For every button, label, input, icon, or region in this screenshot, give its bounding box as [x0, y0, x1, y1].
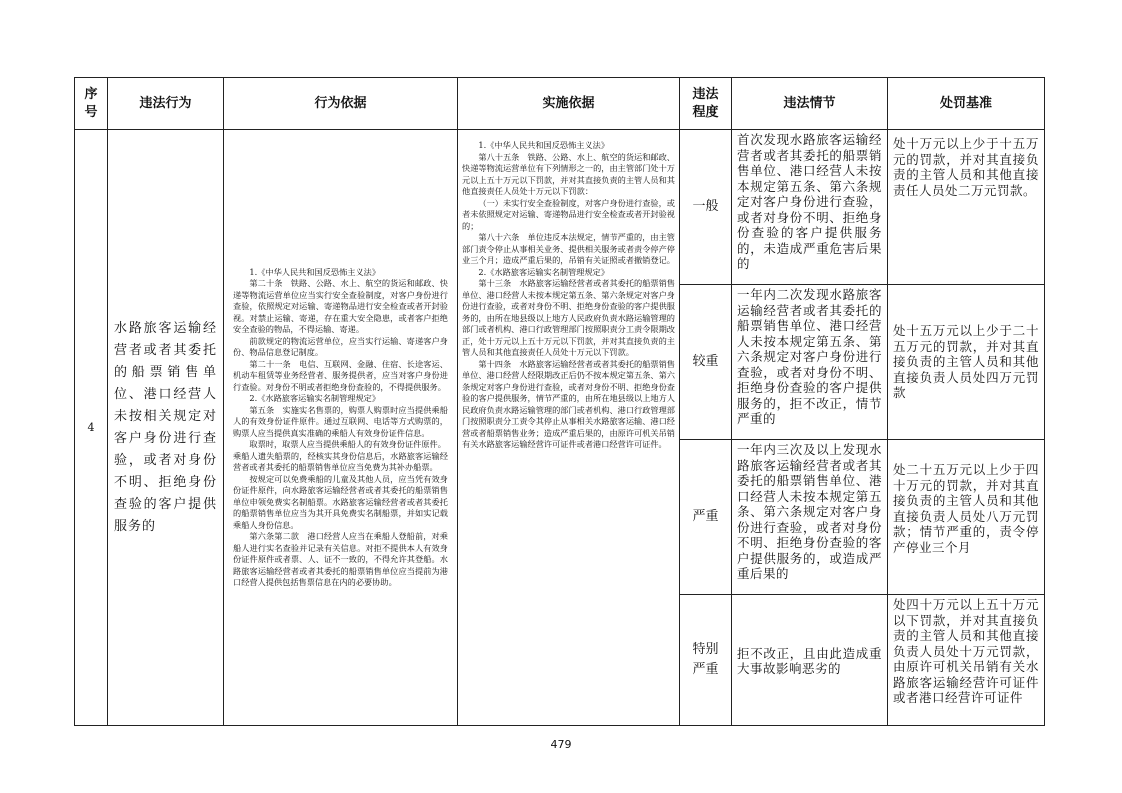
header-violation-degree: 违法程度: [680, 78, 732, 130]
impl-basis-para: 2.《水路旅客运输实名制管理规定》: [478, 266, 610, 277]
table-row: [75, 130, 1045, 285]
act-basis-para: 2.《水路旅客运输实名制管理规定》: [249, 393, 381, 403]
impl-basis-para: （一）未实行安全查验制度，对客户身份进行查验，或者未依照规定对运输、寄递物品进行安全检查或者开封验视的；: [462, 197, 675, 231]
impl-basis-para: 第十四条 水路旅客运输经营者或者其委托的船票销售单位、港口经营人经限期改正后仍不按本规定第五条、第六条规定对客户身份进行查验，或者对身份不明、拒绝身份查验的客户提供服务，情节严重的，由所在地县级以上地方人民政府负责水路运输管理的部门或者机构、港口行政管理部门按照职责分工责令其停止从事相关水路旅客运输、港口经营或者船票销售业务；造成严重后果的，由原许可机关吊销有关水路旅客运输经营许可证件或者港口经营许可证件。: [462, 358, 675, 449]
act-basis-para: 按规定可以免费乘船的儿童及其他人员，应当凭有效身份证件原件，向水路旅客运输经营者或者其委托的船票销售单位申领免费实名制船票。水路旅客运输经营者或者其委托的船票销售单位应当为其开具免费实名制船票，并如实记载乘船人身份信息。: [233, 473, 448, 530]
degree-severe: 严重: [680, 440, 732, 595]
degree-serious: 较重: [680, 285, 732, 440]
situation-severe: 一年内三次及以上发现水路旅客运输经营者或者其委托的船票销售单位、港口经营人未按本规定第五条、第六条规定对客户身份进行查验，或者对身份不明、拒绝身份查验的客户提供服务的，或造成严重后果的: [732, 440, 888, 595]
header-violation-situation: 违法情节: [732, 78, 888, 130]
table-header-row: [75, 78, 1045, 130]
impl-basis-para: 第八十六条 单位违反本法规定，情节严重的，由主管部门责令停止从事相关业务、提供相关服务或者责令停产停业三个月；造成严重后果的，吊销有关证照或者撤销登记。: [462, 232, 675, 265]
act-basis-para: 乘船人遗失船票的，经核实其身份信息后，水路旅客运输经营者或者其委托的船票销售单位应当免费为其补办船票。: [233, 450, 448, 472]
penalty-standard-table: [74, 77, 1045, 726]
act-basis-para: 第五条 实施实名售票的，购票人购票时应当提供乘船人的有效身份证件原件。通过互联网、电话等方式购票的，购票人应当提供真实准确的乘船人有效身份证件信息。: [233, 404, 448, 438]
penalty-extremely-severe: 处四十万元以上五十万元以下罚款，并对其直接负责的主管人员和其他直接负责人员处十万元罚款，由原许可机关吊销有关水路旅客运输经营许可证件或者港口经营许可证件: [888, 595, 1045, 726]
header-act-basis: 行为依据: [224, 78, 458, 130]
header-implementation-basis: 实施依据: [458, 78, 680, 130]
impl-basis-para: 第八十五条 铁路、公路、水上、航空的货运和邮政、快递等物流运营单位有下列情形之一的，由主管部门处十万元以上五十万元以下罚款，并对其直接负责的主管人员和其他直接责任人员处十万元以下罚款：: [462, 151, 675, 196]
situation-extremely-severe: 拒不改正，且由此造成重大事故影响恶劣的: [732, 595, 888, 726]
row-number: 4: [75, 130, 108, 726]
header-penalty-standard: 处罚基准: [888, 78, 1045, 130]
act-basis: [224, 130, 458, 726]
header-no: 序号: [75, 78, 108, 130]
penalty-serious: 处十五万元以上少于二十五万元的罚款，并对其直接负责的主管人员和其他直接负责人员处四万元罚款: [888, 285, 1045, 440]
act-basis-para: 1.《中华人民共和国反恐怖主义法》: [249, 266, 381, 277]
situation-serious: 一年内二次发现水路旅客运输经营者或者其委托的船票销售单位、港口经营人未按本规定第五条、第六条规定对客户身份进行查验，或者对身份不明、拒绝身份查验的客户提供服务的，拒不改正，情节严重的: [732, 285, 888, 440]
degree-extremely-severe: 特别严重: [680, 595, 732, 726]
page-number: 479: [550, 738, 572, 751]
act-basis-para: 第六条第二款 港口经营人应当在乘船人登船前，对乘船人进行实名查验并记录有关信息。对拒不提供本人有效身份证件原件或者票、人、证不一致的，不得允许其登船。水路旅客运输经营者或者其委托的船票销售单位应当提前为港口经营人提供包括售票信息在内的必要协助。: [233, 531, 448, 587]
situation-general: 首次发现水路旅客运输经营者或者其委托的船票销售单位、港口经营人未按本规定第五条、第六条规定对客户身份进行查验，或者对身份不明、拒绝身份查验的客户提供服务的，未造成严重危害后果的: [732, 130, 888, 285]
impl-basis-para: 1.《中华人民共和国反恐怖主义法》: [478, 140, 610, 150]
header-violation-act: 违法行为: [108, 78, 224, 130]
act-basis-para: 取票时，取票人应当提供乘船人的有效身份证件原件。: [249, 439, 446, 449]
penalty-severe: 处二十五万元以上少于四十万元的罚款，并对其直接负责的主管人员和其他直接负责人员处八万元罚款；情节严重的，责令停产停业三个月: [888, 440, 1045, 595]
act-basis-para: 第二十一条 电信、互联网、金融、住宿、长途客运、机动车租赁等业务经营者、服务提供者，应当对客户身份进行查验。对身份不明或者拒绝身份查验的，不得提供服务。: [233, 358, 448, 392]
act-basis-para: 前款规定的物流运营单位，应当实行运输、寄递客户身份、物品信息登记制度。: [233, 335, 448, 357]
implementation-basis: [458, 130, 680, 726]
degree-general: 一般: [680, 130, 732, 285]
penalty-general: 处十万元以上少于十五万元的罚款，并对其直接负责的主管人员和其他直接责任人员处二万元罚款。: [888, 130, 1045, 285]
impl-basis-para: 第十三条 水路旅客运输经营者或者其委托的船票销售单位、港口经营人未按本规定第五条、第六条规定对客户身份进行查验，或者对身份不明、拒绝身份查验的客户提供服务的，由所在地县级以上地方人民政府负责水路运输管理的部门或者机构、港口行政管理部门按照职责分工责令限期改正，处十万元以上五十万元以下罚款，并对其直接负责的主管人员和其他直接责任人员处十万元以下罚款。: [462, 278, 675, 357]
violation-act: 水路旅客运输经营者或者其委托的船票销售单位、港口经营人未按相关规定对客户身份进行查验，或者对身份不明、拒绝身份查验的客户提供服务的: [108, 130, 224, 726]
act-basis-para: 第二十条 铁路、公路、水上、航空的货运和邮政、快递等物流运营单位应当实行安全查验制度，对客户身份进行查验，依照规定对运输、寄递物品进行安全检查或者开封验视。对禁止运输、寄递，存在重大安全隐患，或者客户拒绝安全查验的物品，不得运输、寄递。: [233, 278, 448, 334]
penalty-standard-table-container: [74, 77, 1045, 726]
